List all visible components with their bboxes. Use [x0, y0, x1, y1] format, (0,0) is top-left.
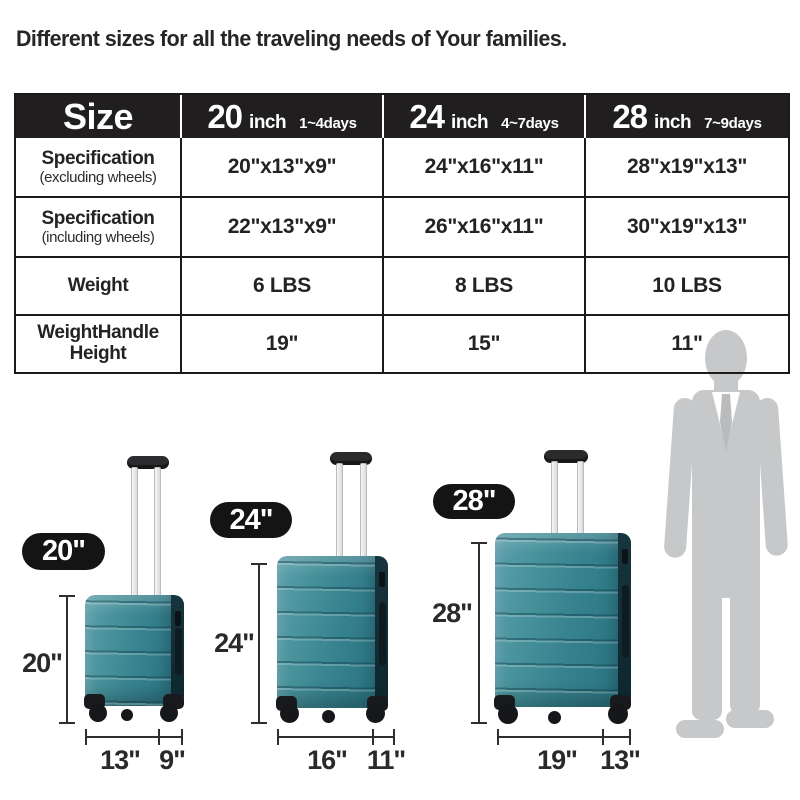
- silhouette-leg: [730, 586, 760, 714]
- size-spec-table: [14, 93, 790, 374]
- header-20inch: 20 inch 1~4days: [182, 95, 384, 138]
- handle-rod: [577, 461, 584, 536]
- dim-depth-24: 11": [366, 745, 406, 775]
- trolley-handle: [127, 456, 169, 469]
- handle-rod: [336, 463, 343, 559]
- table-cell: 19": [182, 316, 384, 372]
- table-cell: 11": [671, 332, 703, 355]
- table-row: [16, 138, 788, 198]
- person-silhouette: [630, 326, 800, 750]
- header-size: Size: [16, 95, 182, 138]
- table-row: [16, 198, 788, 258]
- dim-width-28: 19": [537, 745, 577, 775]
- table-cell: 28"x19"x13": [586, 138, 788, 198]
- wheel: [322, 710, 335, 723]
- header-28inch: 28 inch 7~9days: [586, 95, 788, 138]
- silhouette-shoe: [726, 710, 774, 728]
- wheel: [498, 704, 518, 724]
- suitcase-shell: [85, 595, 184, 706]
- silhouette-shoe: [676, 720, 724, 738]
- table-cell: 26"x16"x11": [384, 198, 586, 258]
- trolley-handle: [330, 452, 372, 465]
- badge-28: 28": [433, 484, 515, 519]
- trolley-handle: [544, 450, 588, 463]
- wheel: [608, 704, 628, 724]
- wheel: [160, 704, 178, 722]
- table-row: [16, 316, 788, 372]
- table-cell: 15": [384, 316, 586, 372]
- handle-rod: [551, 461, 558, 536]
- row-label-cell: Specification (including wheels): [16, 198, 182, 258]
- wheel: [280, 704, 299, 723]
- page-title: Different sizes for all the traveling needs of Your families.: [16, 26, 567, 51]
- side-trim: [171, 595, 184, 706]
- wheel: [548, 711, 561, 724]
- row-label-cell: WeightHandle Height: [16, 316, 182, 372]
- table-cell: 8 LBS: [384, 258, 586, 316]
- badge-24: 24": [210, 502, 292, 538]
- lock-icon: [379, 572, 385, 587]
- table-cell: 6 LBS: [182, 258, 384, 316]
- header-24inch: 24 inch 4~7days: [384, 95, 586, 138]
- table-cell: 22"x13"x9": [182, 198, 384, 258]
- dim-width-24: 16": [307, 745, 347, 775]
- dim-depth-20: 9": [159, 745, 185, 775]
- table-row: [16, 258, 788, 316]
- handle-rod: [154, 467, 161, 598]
- table-cell: 30"x19"x13": [586, 198, 788, 258]
- side-trim: [375, 556, 388, 708]
- lock-icon: [622, 549, 628, 564]
- dim-depth-28: 13": [600, 745, 640, 775]
- suitcase-shell: [495, 533, 631, 707]
- row-label-cell: Weight: [16, 258, 182, 316]
- dim-height-28: 28": [432, 598, 472, 628]
- table-header-row: [16, 95, 788, 138]
- silhouette-leg: [692, 586, 722, 720]
- row-label-cell: Specification (excluding wheels): [16, 138, 182, 198]
- handle-rod: [131, 467, 138, 598]
- wheel: [89, 704, 107, 722]
- table-cell: 24"x16"x11": [384, 138, 586, 198]
- table-cell: 10 LBS: [586, 258, 788, 316]
- lock-icon: [175, 611, 181, 626]
- side-handle: [379, 602, 386, 666]
- dim-width-20: 13": [100, 745, 140, 775]
- side-handle: [622, 585, 629, 658]
- badge-20: 20": [22, 533, 105, 570]
- side-handle: [175, 628, 182, 675]
- suitcase-shell: [277, 556, 388, 708]
- wheel: [121, 709, 133, 721]
- handle-rod: [360, 463, 367, 559]
- dim-height-20: 20": [22, 648, 62, 678]
- wheel: [366, 704, 385, 723]
- table-cell: 20"x13"x9": [182, 138, 384, 198]
- dim-height-24: 24": [214, 628, 254, 658]
